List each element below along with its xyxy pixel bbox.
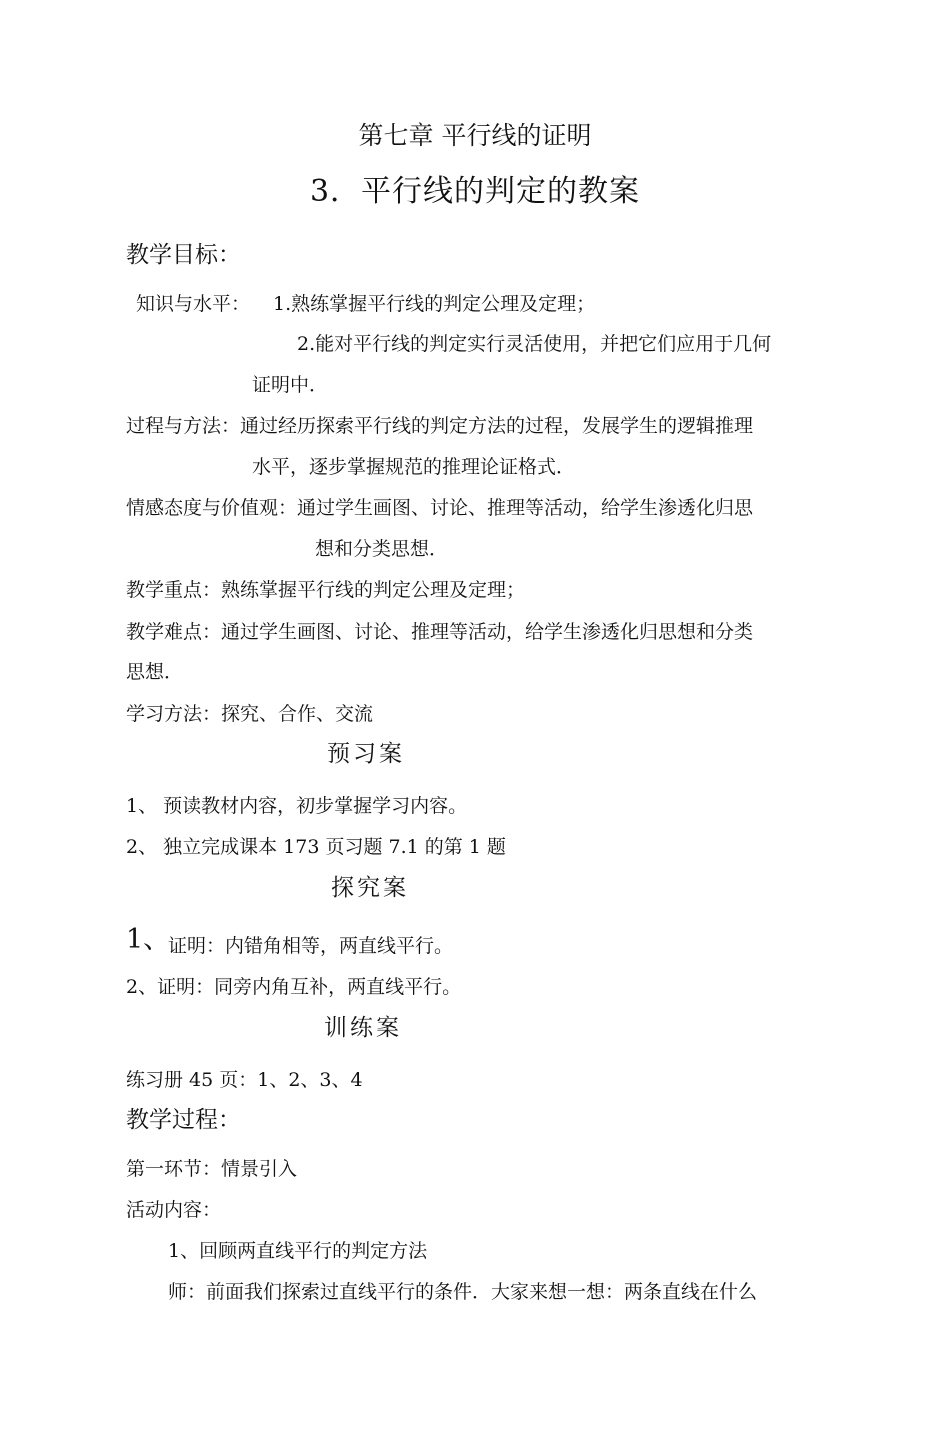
step-1: 第一环节：情景引入 [126, 1158, 298, 1180]
process-method-line-b: 水平，逐步掌握规范的推理论证格式． [252, 456, 576, 478]
knowledge-item-2a: 2.能对平行线的判定实行灵活使用，并把它们应用于几何 [297, 333, 772, 355]
preview-heading: 预习案 [327, 741, 405, 767]
preview-item-1: 1、 预读教材内容，初步掌握学习内容。 [126, 795, 468, 817]
preview-item-2: 2、 独立完成课本 173 页习题 7.1 的第 1 题 [126, 836, 506, 858]
explore-heading: 探究案 [331, 875, 409, 901]
difficulty-line-a: 教学难点：通过学生画图、讨论、推理等活动，给学生渗透化归思想和分类 [126, 621, 754, 643]
emotion-line-a: 情感态度与价值观：通过学生画图、讨论、推理等活动，给学生渗透化归思 [126, 497, 754, 519]
activity-label: 活动内容： [126, 1199, 222, 1221]
review-item: 1、回顾两直线平行的判定方法 [168, 1240, 428, 1262]
knowledge-label: 知识与水平： [136, 293, 251, 315]
teacher-line: 师：前面我们探索过直线平行的条件．大家来想一想：两条直线在什么 [168, 1281, 758, 1303]
key-point: 教学重点：熟练掌握平行线的判定公理及定理； [126, 579, 526, 601]
knowledge-item-1: 1.熟练掌握平行线的判定公理及定理； [273, 293, 596, 315]
emotion-line-b: 想和分类思想． [315, 538, 449, 560]
chapter-title: 第七章 平行线的证明 [358, 121, 592, 150]
process-method-line-a: 过程与方法：通过经历探索平行线的判定方法的过程，发展学生的逻辑推理 [126, 415, 754, 437]
page-title: 3．平行线的判定的教案 [309, 174, 641, 209]
training-item: 练习册 45 页：1、2、3、4 [126, 1069, 363, 1091]
knowledge-item-2b: 证明中． [252, 374, 329, 396]
objectives-heading: 教学目标： [126, 242, 241, 268]
explore-item-2: 2、证明：同旁内角互补，两直线平行。 [126, 976, 462, 998]
explore-item-1: 证明：内错角相等，两直线平行。 [168, 935, 454, 957]
difficulty-line-b: 思想． [126, 661, 184, 683]
explore-item-1-number: 1、 [126, 924, 171, 955]
training-heading: 训练案 [324, 1015, 402, 1041]
learning-method: 学习方法：探究、合作、交流 [126, 703, 374, 725]
process-heading: 教学过程： [126, 1107, 241, 1133]
